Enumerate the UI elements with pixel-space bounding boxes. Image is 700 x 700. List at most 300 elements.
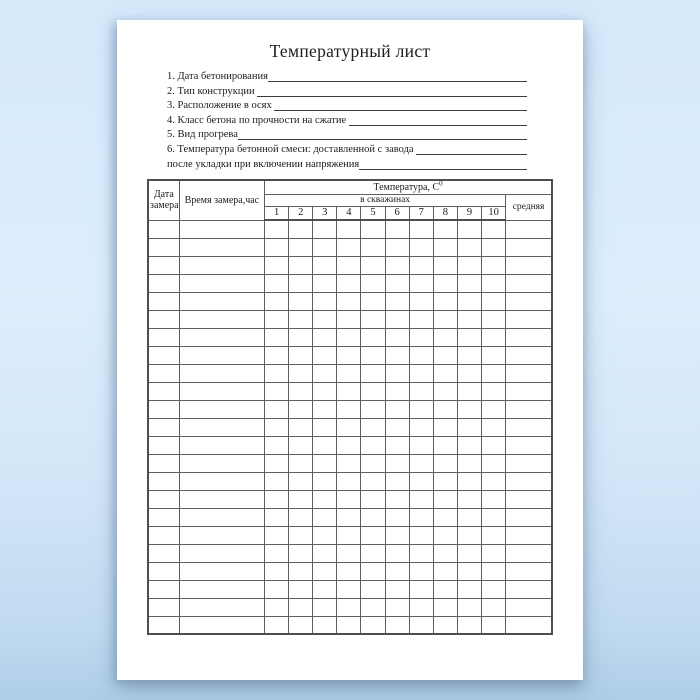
- empty-cell: [409, 310, 433, 328]
- empty-cell: [265, 256, 289, 274]
- empty-cell: [409, 418, 433, 436]
- empty-cell: [361, 544, 385, 562]
- empty-cell: [385, 562, 409, 580]
- empty-cell: [361, 364, 385, 382]
- empty-cell: [457, 238, 481, 256]
- empty-cell: [385, 328, 409, 346]
- empty-cell: [361, 490, 385, 508]
- empty-cell: [289, 562, 313, 580]
- empty-cell: [457, 562, 481, 580]
- table-row: [148, 418, 552, 436]
- empty-cell: [361, 472, 385, 490]
- empty-cell: [482, 292, 506, 310]
- empty-cell: [337, 454, 361, 472]
- empty-cell: [457, 274, 481, 292]
- empty-cell: [337, 274, 361, 292]
- empty-cell: [506, 256, 552, 274]
- form-line-blank: [268, 70, 527, 82]
- borehole-number-header-5: 5: [361, 206, 385, 220]
- empty-cell: [506, 346, 552, 364]
- empty-cell: [289, 544, 313, 562]
- empty-cell: [361, 292, 385, 310]
- empty-cell: [506, 328, 552, 346]
- form-line-4: [167, 114, 527, 129]
- empty-cell: [506, 382, 552, 400]
- form-line-1: [167, 70, 527, 85]
- empty-cell: [482, 346, 506, 364]
- empty-cell: [409, 472, 433, 490]
- empty-cell: [289, 598, 313, 616]
- empty-cell: [385, 310, 409, 328]
- empty-cell: [506, 436, 552, 454]
- empty-cell: [179, 256, 264, 274]
- table-row: [148, 256, 552, 274]
- empty-cell: [433, 364, 457, 382]
- empty-cell: [179, 580, 264, 598]
- empty-cell: [457, 364, 481, 382]
- empty-cell: [289, 436, 313, 454]
- borehole-number-header-8: 8: [433, 206, 457, 220]
- empty-cell: [337, 292, 361, 310]
- table-row: [148, 310, 552, 328]
- empty-cell: [433, 382, 457, 400]
- empty-cell: [482, 472, 506, 490]
- empty-cell: [313, 310, 337, 328]
- empty-cell: [361, 328, 385, 346]
- empty-cell: [265, 238, 289, 256]
- empty-cell: [337, 544, 361, 562]
- empty-cell: [148, 310, 179, 328]
- empty-cell: [313, 616, 337, 634]
- empty-cell: [409, 292, 433, 310]
- empty-cell: [506, 562, 552, 580]
- empty-cell: [385, 274, 409, 292]
- empty-cell: [337, 526, 361, 544]
- empty-cell: [457, 328, 481, 346]
- empty-cell: [179, 526, 264, 544]
- empty-cell: [313, 328, 337, 346]
- empty-cell: [313, 418, 337, 436]
- empty-cell: [265, 598, 289, 616]
- empty-cell: [433, 310, 457, 328]
- empty-cell: [409, 562, 433, 580]
- empty-cell: [148, 508, 179, 526]
- empty-cell: [179, 418, 264, 436]
- empty-cell: [361, 508, 385, 526]
- empty-cell: [433, 544, 457, 562]
- temperature-degree-sup: 0: [439, 180, 443, 188]
- form-header-fields: [167, 70, 527, 172]
- empty-cell: [265, 310, 289, 328]
- form-line-blank: [274, 99, 527, 111]
- empty-cell: [337, 364, 361, 382]
- empty-cell: [265, 544, 289, 562]
- empty-cell: [179, 364, 264, 382]
- empty-cell: [433, 580, 457, 598]
- empty-cell: [179, 238, 264, 256]
- empty-cell: [313, 454, 337, 472]
- empty-cell: [385, 418, 409, 436]
- form-line-label: 3. Расположение в осях: [167, 100, 275, 112]
- empty-cell: [506, 292, 552, 310]
- empty-cell: [313, 400, 337, 418]
- empty-cell: [337, 562, 361, 580]
- empty-cell: [457, 382, 481, 400]
- empty-cell: [265, 328, 289, 346]
- empty-cell: [361, 454, 385, 472]
- empty-cell: [385, 382, 409, 400]
- empty-cell: [337, 472, 361, 490]
- empty-cell: [482, 580, 506, 598]
- empty-cell: [179, 544, 264, 562]
- empty-cell: [506, 508, 552, 526]
- empty-cell: [148, 274, 179, 292]
- empty-cell: [337, 490, 361, 508]
- empty-cell: [148, 472, 179, 490]
- empty-cell: [457, 490, 481, 508]
- form-line-label: после укладки при включении напряжения: [167, 158, 360, 170]
- empty-cell: [385, 436, 409, 454]
- empty-cell: [506, 238, 552, 256]
- empty-cell: [361, 562, 385, 580]
- empty-cell: [433, 454, 457, 472]
- empty-cell: [289, 310, 313, 328]
- borehole-number-header-7: 7: [409, 206, 433, 220]
- empty-cell: [385, 490, 409, 508]
- empty-cell: [337, 418, 361, 436]
- column-header-time: Время замера,час: [179, 180, 264, 220]
- empty-cell: [148, 400, 179, 418]
- empty-cell: [457, 544, 481, 562]
- form-line-label: 6. Температура бетонной смеси: доставленной с завода: [167, 143, 417, 155]
- empty-cell: [148, 382, 179, 400]
- empty-cell: [265, 220, 289, 238]
- empty-cell: [482, 382, 506, 400]
- empty-cell: [265, 562, 289, 580]
- table-row: [148, 544, 552, 562]
- empty-cell: [409, 580, 433, 598]
- form-line-blank: [359, 158, 527, 170]
- table-row: [148, 220, 552, 238]
- empty-cell: [313, 526, 337, 544]
- empty-cell: [409, 328, 433, 346]
- empty-cell: [361, 598, 385, 616]
- empty-cell: [179, 382, 264, 400]
- empty-cell: [385, 346, 409, 364]
- empty-cell: [433, 562, 457, 580]
- empty-cell: [409, 490, 433, 508]
- empty-cell: [385, 580, 409, 598]
- empty-cell: [313, 472, 337, 490]
- empty-cell: [337, 310, 361, 328]
- form-line-label: 2. Тип конструкции: [167, 85, 258, 97]
- form-line-blank: [349, 114, 527, 126]
- empty-cell: [482, 310, 506, 328]
- page-title: Температурный лист: [269, 41, 431, 61]
- empty-cell: [265, 418, 289, 436]
- empty-cell: [289, 472, 313, 490]
- column-header-boreholes: в скважинах: [265, 194, 506, 206]
- empty-cell: [506, 598, 552, 616]
- empty-cell: [265, 580, 289, 598]
- empty-cell: [457, 220, 481, 238]
- empty-cell: [433, 472, 457, 490]
- empty-cell: [337, 346, 361, 364]
- table-row: [148, 292, 552, 310]
- empty-cell: [337, 220, 361, 238]
- empty-cell: [289, 238, 313, 256]
- empty-cell: [313, 382, 337, 400]
- borehole-number-header-6: 6: [385, 206, 409, 220]
- empty-cell: [409, 382, 433, 400]
- empty-cell: [457, 598, 481, 616]
- table-row: [148, 562, 552, 580]
- form-line-label: 4. Класс бетона по прочности на сжатие: [167, 114, 349, 126]
- empty-cell: [361, 580, 385, 598]
- empty-cell: [337, 616, 361, 634]
- borehole-number-header-3: 3: [313, 206, 337, 220]
- empty-cell: [179, 400, 264, 418]
- form-line-blank: [416, 143, 527, 155]
- form-line-label: 5. Вид прогрева: [167, 129, 238, 141]
- empty-cell: [409, 454, 433, 472]
- empty-cell: [385, 616, 409, 634]
- empty-cell: [179, 220, 264, 238]
- empty-cell: [385, 238, 409, 256]
- empty-cell: [385, 472, 409, 490]
- form-line-2: [167, 85, 527, 100]
- empty-cell: [179, 508, 264, 526]
- empty-cell: [385, 526, 409, 544]
- table-row: [148, 346, 552, 364]
- empty-cell: [361, 310, 385, 328]
- empty-cell: [179, 472, 264, 490]
- empty-cell: [433, 220, 457, 238]
- empty-cell: [506, 364, 552, 382]
- empty-cell: [313, 346, 337, 364]
- empty-cell: [457, 418, 481, 436]
- empty-cell: [385, 544, 409, 562]
- empty-cell: [265, 364, 289, 382]
- empty-cell: [433, 598, 457, 616]
- empty-cell: [148, 490, 179, 508]
- empty-cell: [385, 400, 409, 418]
- empty-cell: [289, 400, 313, 418]
- empty-cell: [289, 256, 313, 274]
- form-line-blank: [257, 85, 527, 97]
- empty-cell: [506, 616, 552, 634]
- empty-cell: [179, 598, 264, 616]
- empty-cell: [313, 364, 337, 382]
- empty-cell: [289, 274, 313, 292]
- empty-cell: [457, 616, 481, 634]
- empty-cell: [457, 400, 481, 418]
- empty-cell: [409, 274, 433, 292]
- empty-cell: [289, 490, 313, 508]
- empty-cell: [482, 508, 506, 526]
- empty-cell: [337, 238, 361, 256]
- form-line-6: [167, 143, 527, 158]
- table-row: [148, 472, 552, 490]
- empty-cell: [482, 562, 506, 580]
- empty-cell: [289, 526, 313, 544]
- empty-cell: [313, 544, 337, 562]
- table-row: [148, 238, 552, 256]
- empty-cell: [289, 616, 313, 634]
- empty-cell: [457, 256, 481, 274]
- empty-cell: [179, 346, 264, 364]
- borehole-number-header-9: 9: [457, 206, 481, 220]
- empty-cell: [337, 508, 361, 526]
- empty-cell: [385, 256, 409, 274]
- table-row: [148, 382, 552, 400]
- empty-cell: [482, 598, 506, 616]
- table-row: [148, 580, 552, 598]
- empty-cell: [457, 472, 481, 490]
- empty-cell: [289, 346, 313, 364]
- empty-cell: [313, 436, 337, 454]
- column-header-temperature: [265, 180, 552, 194]
- empty-cell: [457, 580, 481, 598]
- empty-cell: [457, 346, 481, 364]
- table-row: [148, 490, 552, 508]
- empty-cell: [313, 220, 337, 238]
- empty-cell: [506, 310, 552, 328]
- table-row: [148, 328, 552, 346]
- empty-cell: [148, 238, 179, 256]
- borehole-number-header-10: 10: [482, 206, 506, 220]
- empty-cell: [361, 526, 385, 544]
- empty-cell: [148, 616, 179, 634]
- empty-cell: [289, 328, 313, 346]
- empty-cell: [289, 454, 313, 472]
- empty-cell: [361, 274, 385, 292]
- borehole-number-header-1: 1: [265, 206, 289, 220]
- empty-cell: [313, 490, 337, 508]
- empty-cell: [506, 472, 552, 490]
- empty-cell: [385, 598, 409, 616]
- empty-cell: [506, 580, 552, 598]
- empty-cell: [148, 328, 179, 346]
- empty-cell: [385, 508, 409, 526]
- empty-cell: [506, 526, 552, 544]
- empty-cell: [265, 292, 289, 310]
- empty-cell: [289, 220, 313, 238]
- empty-cell: [433, 346, 457, 364]
- empty-cell: [457, 310, 481, 328]
- empty-cell: [361, 418, 385, 436]
- column-header-date: Дата замера: [148, 180, 179, 220]
- empty-cell: [289, 580, 313, 598]
- empty-cell: [482, 616, 506, 634]
- empty-cell: [179, 310, 264, 328]
- empty-cell: [289, 364, 313, 382]
- empty-cell: [361, 220, 385, 238]
- form-line-3: [167, 99, 527, 114]
- empty-cell: [337, 598, 361, 616]
- empty-cell: [409, 544, 433, 562]
- empty-cell: [409, 526, 433, 544]
- empty-cell: [148, 418, 179, 436]
- empty-cell: [506, 544, 552, 562]
- empty-cell: [409, 436, 433, 454]
- empty-cell: [482, 436, 506, 454]
- empty-cell: [148, 454, 179, 472]
- empty-cell: [409, 400, 433, 418]
- table-row: [148, 598, 552, 616]
- empty-cell: [482, 274, 506, 292]
- empty-cell: [289, 292, 313, 310]
- empty-cell: [289, 382, 313, 400]
- empty-cell: [361, 346, 385, 364]
- table-row: [148, 400, 552, 418]
- empty-cell: [457, 292, 481, 310]
- empty-cell: [506, 418, 552, 436]
- empty-cell: [265, 436, 289, 454]
- empty-cell: [337, 256, 361, 274]
- borehole-number-header-2: 2: [289, 206, 313, 220]
- empty-cell: [337, 400, 361, 418]
- borehole-number-header-4: 4: [337, 206, 361, 220]
- temperature-label: Температура, С: [373, 181, 440, 193]
- empty-cell: [337, 382, 361, 400]
- empty-cell: [289, 418, 313, 436]
- empty-cell: [361, 256, 385, 274]
- table-row: [148, 616, 552, 634]
- empty-cell: [361, 616, 385, 634]
- empty-cell: [361, 238, 385, 256]
- empty-cell: [148, 580, 179, 598]
- empty-cell: [433, 238, 457, 256]
- empty-cell: [265, 526, 289, 544]
- empty-cell: [409, 364, 433, 382]
- empty-cell: [148, 562, 179, 580]
- column-header-average: средняя: [506, 194, 552, 220]
- empty-cell: [313, 508, 337, 526]
- empty-cell: [337, 328, 361, 346]
- empty-cell: [409, 508, 433, 526]
- empty-cell: [385, 292, 409, 310]
- empty-cell: [385, 364, 409, 382]
- empty-cell: [457, 526, 481, 544]
- empty-cell: [148, 346, 179, 364]
- empty-cell: [313, 562, 337, 580]
- empty-cell: [409, 598, 433, 616]
- document-page: [117, 20, 583, 680]
- empty-cell: [337, 436, 361, 454]
- form-line-label: 1. Дата бетонирования: [167, 71, 268, 82]
- empty-cell: [313, 580, 337, 598]
- empty-cell: [313, 238, 337, 256]
- empty-cell: [148, 544, 179, 562]
- empty-cell: [265, 346, 289, 364]
- empty-cell: [179, 454, 264, 472]
- empty-cell: [457, 436, 481, 454]
- empty-cell: [313, 292, 337, 310]
- empty-cell: [265, 382, 289, 400]
- empty-cell: [313, 598, 337, 616]
- empty-cell: [506, 400, 552, 418]
- empty-cell: [289, 508, 313, 526]
- empty-cell: [361, 400, 385, 418]
- empty-cell: [433, 616, 457, 634]
- empty-cell: [148, 220, 179, 238]
- empty-cell: [433, 418, 457, 436]
- empty-cell: [506, 490, 552, 508]
- empty-cell: [179, 328, 264, 346]
- temperature-table: [147, 179, 553, 635]
- empty-cell: [148, 436, 179, 454]
